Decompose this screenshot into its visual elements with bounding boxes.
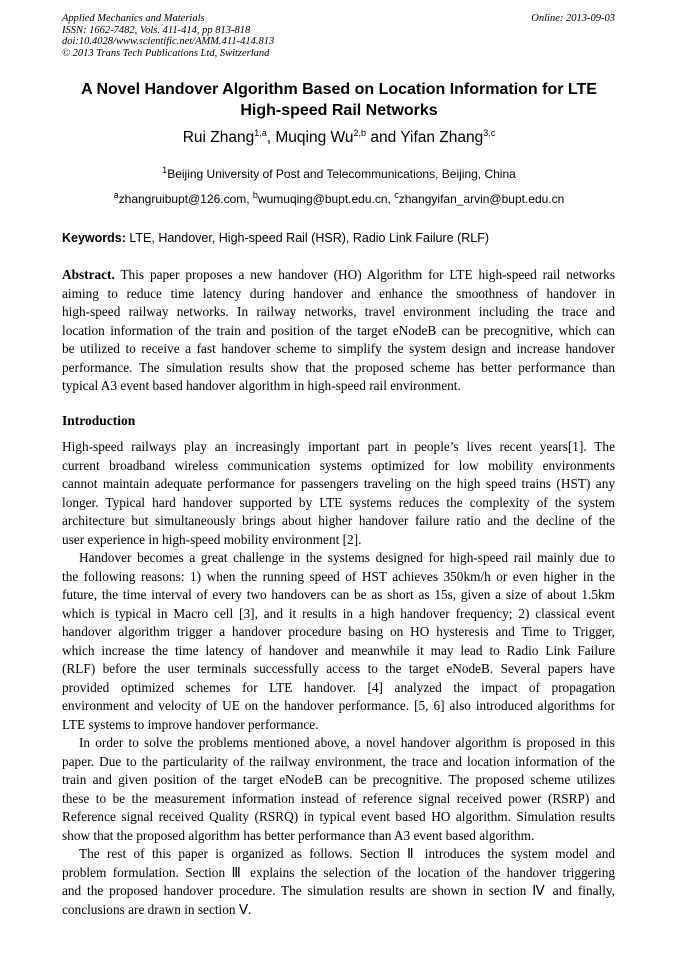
paragraph-line: future, the time interval of every two handovers can be as short as 15s, given a size of about 1.5km [62,587,615,602]
abstract-line [62,266,615,285]
paragraph-line: High-speed railways play an increasingly important part in people’s lives recent years[1]. The [62,439,615,454]
paragraph-line: current broadband wireless communication systems optimized for low mobility environments [62,457,615,473]
paragraph-line: show that the proposed algorithm has better performance than A3 event based algorithm. [62,827,535,843]
email: zhangruibupt@126.com, [118,192,253,206]
journal-name: Applied Mechanics and Materials [62,13,205,24]
affiliation-text: Beijing University of Post and Telecommunications, Beijing, China [167,167,516,181]
abstract-line [62,359,615,378]
paragraph-line: which increase the time latency of handover and meanwhile it may lead to Radio Link Failure [62,642,615,658]
paragraph-line: environment and velocity of UE on the handover performance. [5, 6] also introduced algorithms for [62,698,615,713]
paragraph-line: Handover becomes a great challenge in the systems designed for high-speed rail mainly due to [79,550,615,565]
paragraph-line: user experience in high-speed mobility environment [2]. [62,531,362,547]
author-sup: 1,a [254,128,267,138]
abstract-text: high-speed railway networks. In railway networks, travel environment including the trace and [62,304,615,319]
abstract-label: Abstract. [62,267,115,282]
paper-title [40,79,638,121]
email: wumuqing@bupt.edu.cn, [257,192,395,206]
keywords-text: LTE, Handover, High-speed Rail (HSR), Radio Link Failure (RLF) [125,231,490,245]
author-name: Muqing Wu [275,129,354,147]
title-line: High-speed Rail Networks [240,102,438,119]
emails [0,190,678,206]
authors [0,128,678,147]
online-date: Online: 2013-09-03 [531,13,615,24]
email-sup: b [252,190,258,200]
paragraph-line: architecture but simultaneously brings about higher handover failure ratio and the decline of the [62,513,615,528]
title-line: A Novel Handover Algorithm Based on Location Information for LTE [81,81,597,98]
abstract-line [62,377,615,396]
section-heading: Introduction [62,413,136,428]
paragraph-line: which is typical in Macro cell [3], and it results in a high handover frequency; 2) classical event [62,605,615,621]
keywords [62,231,489,245]
abstract-text: location information of the train and position of the target eNodeB can be precognitive, which can [62,322,615,338]
paragraph-line: the following reasons: 1) when the running speed of HST achieves 350km/h or even higher in the [62,568,615,584]
author-name: Rui Zhang [182,129,255,147]
paragraph-line: these to be the measurement information instead of reference signal received power (RSRP) and [62,790,615,806]
introduction-body [62,438,615,919]
abstract-text: typical A3 event based handover algorithm in high-speed rail environment. [62,378,461,393]
email-sup: a [113,190,119,200]
paragraph-line: longer. Typical hard handover supported by LTE systems reduces the complexity of the system [62,494,615,510]
paragraph-line: handover algorithm trigger a handover procedure basing on HO hysteresis and Time to Trigger, [62,624,615,639]
author-name: Yifan Zhang [400,129,484,147]
abstract-text: performance. The simulation results show that the proposed scheme has better performance than [62,359,615,375]
paragraph-line: conclusions are drawn in section Ⅴ. [62,901,252,917]
paragraph-line: LTE systems to improve handover performance. [62,716,319,732]
abstract [62,266,615,396]
email-sup: c [394,190,399,200]
abstract-line [62,322,615,341]
paragraph-line: The rest of this paper is organized as follows. Section Ⅱ introduces the system model and [79,846,615,861]
abstract-line [62,303,615,322]
abstract-text: aiming to reduce time latency during handover and enhance the smoothness of handover in [62,285,615,301]
author-sep: , [266,129,276,147]
paragraph-line: In order to solve the problems mentioned above, a novel handover algorithm is proposed in this [79,735,615,750]
doi: doi:10.4028/www.scientific.net/AMM.411-414.813 [62,36,275,48]
abstract-text: This paper proposes a new handover (HO) Algorithm for LTE high-speed rail networks [114,267,615,282]
paragraph-line: cannot maintain adequate performance for passengers traveling on the high speed trains (HST) any [62,476,615,491]
paragraph-line: train and given position of the target eNodeB can be precognitive. The proposed scheme utilizes [62,772,615,787]
author-sup: 3,c [483,128,496,138]
paragraph-line: (RLF) before the user terminals successfully access to the target eNodeB. Several papers have [62,661,615,676]
affiliation [0,165,678,181]
author-sup: 2,b [353,128,367,138]
affiliation-sup: 1 [162,165,168,175]
paragraph-line: provided optimized schemes for LTE handover. [4] analyzed the impact of propagation [62,679,615,695]
paragraph-line: paper. Due to the particularity of the railway environment, the trace and location information of the [62,753,615,769]
author-sep: and [366,129,401,147]
paragraph-line: and the proposed handover procedure. The simulation results are shown in section Ⅳ and finally, [62,883,615,898]
abstract-text: be utilized to receive a fast handover scheme to simplify the system design and increase handover [62,341,615,356]
abstract-line [62,285,615,304]
issn: ISSN: 1662-7482, Vols. 411-414, pp 813-818 [62,24,251,36]
paragraph-line: problem formulation. Section Ⅲ explains the selection of the location of the handover triggering [62,864,615,880]
journal-header [62,13,274,59]
keywords-label: Keywords: [62,231,126,245]
copyright: © 2013 Trans Tech Publications Ltd, Switzerland [62,47,270,59]
paragraph-line: Reference signal received Quality (RSRQ) in typical event based HO algorithm. Simulation results [62,809,615,824]
abstract-line [62,340,615,359]
email: zhangyifan_arvin@bupt.edu.cn [398,192,565,206]
